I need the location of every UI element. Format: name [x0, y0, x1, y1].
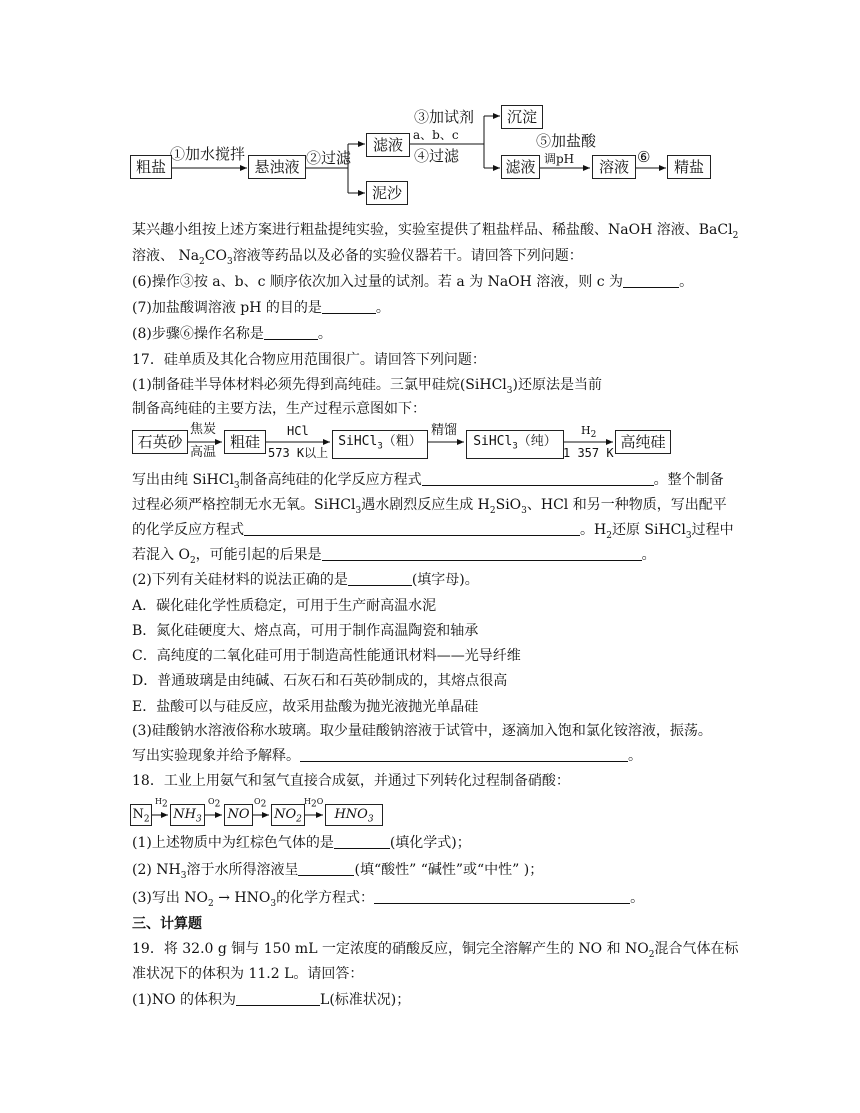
h2o-text: H [304, 797, 311, 806]
q16-q8-end: 。 [317, 326, 332, 342]
q18-q3b-sub: 3 [270, 898, 277, 909]
q17-l1a-sub: 3 [233, 480, 240, 491]
q18-q3b: → HNO [213, 890, 271, 906]
sihcl3-pure-text: SiHCl [473, 434, 513, 449]
q17-l2a-sub2: 2 [489, 505, 496, 516]
h2-text: H [581, 424, 591, 437]
q17-l4a-sub: 2 [189, 555, 196, 566]
crude-salt-box: 粗盐 [130, 155, 172, 179]
nh3-text: NH [173, 807, 196, 822]
q16-intro1-sub: 2 [732, 230, 739, 241]
sihcl3-pure-tail: （纯） [517, 434, 557, 449]
q17-p2-end: (填字母)。 [411, 572, 479, 588]
q17-part3: (3)硅酸钠水溶液俗称水玻璃。取少量硅酸钠溶液于试管中，逐滴加入饱和氯化铵溶液，振荡。 [132, 723, 712, 739]
q16-q6-end: 。 [679, 274, 694, 290]
q17-option-a: A．碳化硅化学性质稳定，可用于生产耐高温水泥 [132, 598, 437, 614]
answer-blank[interactable] [374, 889, 630, 904]
q17-l4a: 若混入 O [132, 547, 190, 563]
h2o-tail: O [316, 797, 324, 806]
q18-q2b: 溶于水所得溶液呈 [186, 862, 299, 878]
q17-l3a-end: 。H [580, 522, 607, 538]
q17-l2a: 过程必须严格控制无水无氧。SiHCl [132, 497, 356, 513]
hno3-box [325, 804, 383, 826]
q19-line2: 准状况下的体积为 11.2 L。请回答： [132, 966, 364, 982]
step3-reagents-label: a、b、c [413, 128, 459, 142]
q16-q7-end: 。 [375, 300, 390, 316]
distill-label: 精馏 [431, 423, 458, 438]
o2a-sub: 2 [214, 799, 221, 810]
h2-sub: 2 [590, 430, 597, 441]
q18-q2a-sub: 3 [180, 870, 187, 881]
q17-option-c: C．高纯度的二氧化硅可用于制造高性能通讯材料——光导纤维 [132, 648, 521, 664]
hcl-label: HCl [287, 424, 309, 438]
sihcl3-crude-tail: （粗） [382, 434, 422, 449]
hno3-text: HNO [334, 807, 368, 822]
q17-l3a-c: 还原 SiHCl [611, 522, 686, 538]
q17-l1a-b: 制备高纯硅的化学反应方程式 [239, 472, 422, 488]
step2-label: ②过滤 [306, 149, 352, 167]
q16-intro2-sub2: 3 [226, 256, 233, 267]
q19-q1-text: (1)NO 的体积为 [132, 992, 237, 1008]
crude-silicon-box: 粗硅 [224, 430, 266, 454]
n2-sub: 2 [143, 814, 150, 825]
suspension-box: 悬浊液 [248, 155, 306, 179]
q18-q3-end: 。 [630, 890, 645, 906]
q17-l1a: 写出由纯 SiHCl [132, 472, 234, 488]
q19-l1-text: 19．将 32.0 g 铜与 150 mL 一定浓度的硝酸反应，铜完全溶解产生的 NO 和 NO [132, 941, 649, 957]
filtrate-box: 滤液 [366, 133, 410, 157]
q19-l1-end: 混合气体在标 [654, 941, 739, 957]
pure-silicon-box: 高纯硅 [615, 430, 671, 454]
step6-label: ⑥ [637, 148, 651, 166]
step5-ph-label: 调pH [544, 152, 575, 166]
q18-q3a: (3)写出 NO [132, 890, 209, 906]
q19-question1 [132, 990, 742, 1010]
q16-q6-text: (6)操作③按 a、b、c 顺序依次加入过量的试剂。若 a 为 NaOH 溶液，则 c 为 [132, 274, 624, 290]
h2o-reagent-label [304, 795, 323, 812]
q18-q1-end: (填化学式)； [389, 835, 471, 851]
h2-reagent-label [155, 795, 168, 812]
filtrate2-box: 滤液 [501, 155, 540, 179]
q16-intro2a: 溶液、 Na [132, 248, 200, 264]
solution-box: 溶液 [592, 155, 636, 179]
q18-q2a: (2) NH [132, 862, 181, 878]
q17-l3a-d: 过程中 [691, 522, 734, 538]
q17-title: 17．硅单质及其化合物应用范围很广。请回答下列问题： [132, 352, 486, 368]
quartz-sand-box: 石英砂 [132, 430, 188, 454]
answer-blank[interactable] [298, 861, 354, 876]
q17-option-d: D．普通玻璃是由纯碱、石灰石和石英砂制成的，其熔点很高 [132, 673, 508, 689]
no-box: NO [224, 804, 253, 826]
q16-intro2-sub1: 2 [199, 256, 205, 267]
q17-option-e: E．盐酸可以与硅反应，故采用盐酸为抛光液抛光单晶硅 [132, 699, 479, 715]
o2b-sub: 2 [260, 799, 267, 810]
step5-label: ⑤加盐酸 [536, 132, 597, 150]
h2-reagent-sub: 2 [161, 799, 168, 810]
q17-p3b-text: 写出实验现象并给予解释。 [132, 748, 300, 764]
n2-text: N [132, 807, 144, 822]
q17-option-b: B．氮化硅硬度大、熔点高，可用于制作高温陶瓷和轴承 [132, 623, 479, 639]
q17-l2a-d: 、HCl 和另一种物质，写出配平 [526, 497, 727, 513]
o2b-text: O [254, 797, 261, 806]
q16-q8-text: (8)步骤⑥操作名称是 [132, 326, 264, 342]
o2a-text: O [208, 797, 215, 806]
q17-p1a: (1)制备硅半导体材料必须先得到高纯硅。三氯甲硅烷(SiHCl [132, 377, 507, 393]
q17-p1-line2: 制备高纯硅的主要方法，生产过程示意图如下： [132, 401, 426, 417]
q19-l1-sub: 2 [648, 949, 655, 960]
q17-l1a-end: 。整个制备 [653, 472, 724, 488]
sediment-box: 泥沙 [366, 181, 408, 205]
temp-573k-label: 573 K以上 [268, 446, 329, 460]
no2-text: NO [274, 807, 297, 822]
o2-reagent-label-2 [254, 795, 266, 812]
no2-box [271, 804, 305, 826]
section3-heading: 三、计算题 [132, 916, 202, 932]
q17-p1a-end: )还原法是当前 [512, 377, 602, 393]
q17-l2a-c: SiO [495, 497, 522, 513]
q17-l3a-sub: 2 [606, 530, 612, 541]
h2o-sub: 2 [310, 799, 317, 810]
o2-reagent-label-1 [208, 795, 220, 812]
sihcl3-crude-text: SiHCl [338, 434, 378, 449]
answer-blank[interactable] [236, 991, 320, 1006]
q17-l2a-b: 遇水剧烈反应生成 H [361, 497, 490, 513]
q16-intro1-text: 某兴趣小组按上述方案进行粗盐提纯实验，实验室提供了粗盐样品、稀盐酸、NaOH 溶液、BaCl [132, 222, 733, 238]
nh3-sub: 3 [195, 814, 202, 825]
no2-sub: 2 [296, 814, 302, 825]
q17-l4a-end: 。 [641, 547, 656, 563]
q17-l3a: 的化学反应方程式 [132, 522, 244, 538]
q19-q1-end: L(标准状况)； [320, 992, 411, 1008]
sihcl3-crude-sub: 3 [377, 441, 383, 452]
q16-q7-text: (7)加盐酸调溶液 pH 的目的是 [132, 300, 322, 316]
step1-label: ①加水搅拌 [170, 145, 246, 163]
q16-intro2c: 溶液等药品以及必备的实验仪器若干。请回答下列问题： [232, 248, 583, 264]
q17-p1a-sub: 3 [506, 385, 513, 396]
nh3-box [170, 804, 205, 826]
q16-intro2b: CO [204, 248, 227, 264]
h2-reagent-text: H [155, 797, 162, 806]
q17-l3a-sub2: 3 [685, 530, 692, 541]
high-temp-label: 高温 [190, 445, 217, 460]
q17-l4a-b: ，可能引起的后果是 [195, 547, 322, 563]
q17-l2a-sub: 3 [355, 505, 362, 516]
q17-l2a-sub3: 3 [521, 505, 527, 516]
coke-label: 焦炭 [190, 422, 217, 437]
sihcl3-pure-sub: 3 [512, 441, 518, 452]
q18-q2-end: (填“酸性” “碱性”或“中性” )； [354, 862, 544, 878]
q19-line1 [132, 939, 742, 965]
q18-title: 18．工业上用氨气和氢气直接合成氨，并通过下列转化过程制备硝酸： [132, 773, 570, 789]
q18-q1-text: (1)上述物质中为红棕色气体的是 [132, 835, 334, 851]
q17-p3b-end: 。 [628, 748, 642, 764]
step4-label: ④过滤 [414, 147, 460, 165]
q18-q3c: 的化学方程式： [276, 890, 375, 906]
q17-p2-text: (2)下列有关硅材料的说法正确的是 [132, 572, 348, 588]
refined-salt-box: 精盐 [667, 155, 711, 179]
q18-question3 [132, 888, 742, 914]
q18-q3a-sub: 2 [208, 898, 214, 909]
hno3-sub: 3 [367, 814, 374, 825]
answer-blank[interactable] [334, 834, 390, 849]
q18-question1 [132, 833, 742, 853]
step3-label: ③加试剂 [414, 108, 475, 126]
q18-question2 [132, 860, 742, 886]
precipitate-box: 沉淀 [501, 105, 543, 129]
temp-1357k-label: 1 357 K [563, 446, 614, 460]
n2-box [130, 804, 152, 826]
